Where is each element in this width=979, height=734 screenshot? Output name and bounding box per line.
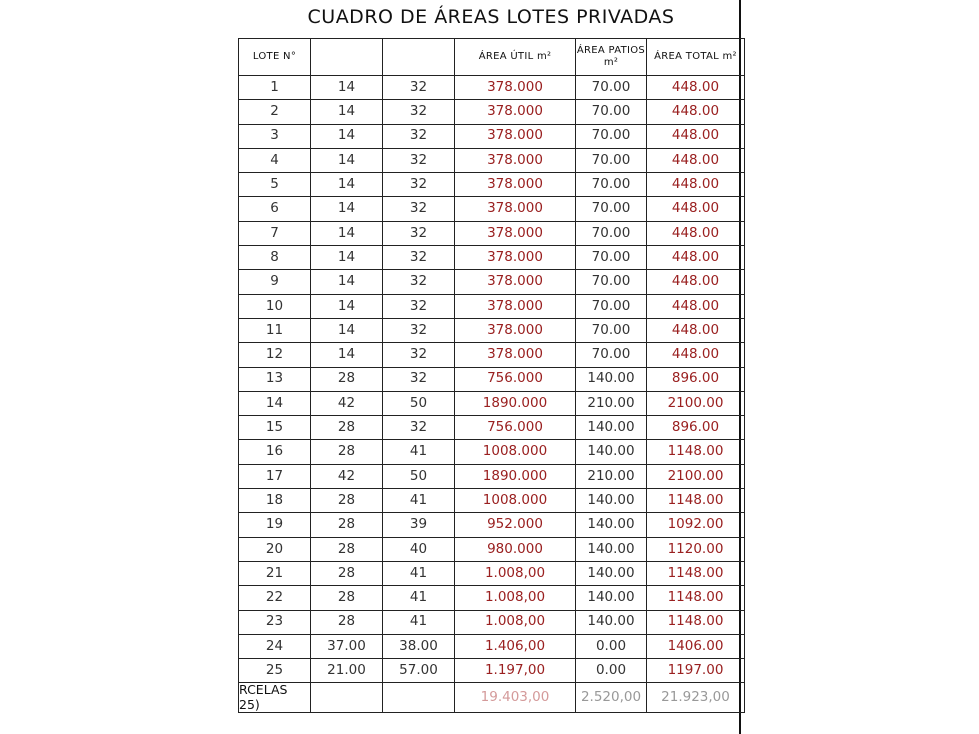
dimension-1-cell: 14 bbox=[311, 173, 383, 197]
lote-number-cell: 5 bbox=[239, 173, 311, 197]
table-row bbox=[239, 391, 745, 415]
dimension-1-cell: 14 bbox=[311, 148, 383, 172]
total-area-util: 19.403,00 bbox=[455, 683, 576, 713]
dimension-1-cell: 28 bbox=[311, 489, 383, 513]
dimension-2-cell: 57.00 bbox=[383, 659, 455, 683]
table-row bbox=[239, 343, 745, 367]
dimension-1-cell: 14 bbox=[311, 270, 383, 294]
dimension-2-cell: 32 bbox=[383, 148, 455, 172]
lote-number-cell: 10 bbox=[239, 294, 311, 318]
table-row bbox=[239, 659, 745, 683]
area-total-cell: 2100.00 bbox=[647, 391, 745, 415]
table-row bbox=[239, 124, 745, 148]
dimension-1-cell: 28 bbox=[311, 367, 383, 391]
dimension-1-cell: 14 bbox=[311, 246, 383, 270]
lote-number-cell: 1 bbox=[239, 76, 311, 100]
dimension-2-cell: 32 bbox=[383, 367, 455, 391]
dimension-2-cell: 50 bbox=[383, 464, 455, 488]
dimension-2-cell: 32 bbox=[383, 294, 455, 318]
area-total-cell: 1092.00 bbox=[647, 513, 745, 537]
dimension-2-cell: 32 bbox=[383, 246, 455, 270]
dimension-2-cell: 32 bbox=[383, 124, 455, 148]
area-patios-cell: 70.00 bbox=[576, 270, 647, 294]
dimension-2-cell: 32 bbox=[383, 318, 455, 342]
lote-number-cell: 16 bbox=[239, 440, 311, 464]
area-util-cell: 378.000 bbox=[455, 173, 576, 197]
lote-number-cell: 12 bbox=[239, 343, 311, 367]
area-patios-cell: 70.00 bbox=[576, 294, 647, 318]
header-dimension-2 bbox=[383, 39, 455, 76]
dimension-2-cell: 32 bbox=[383, 343, 455, 367]
area-total-cell: 448.00 bbox=[647, 173, 745, 197]
lote-number-cell: 4 bbox=[239, 148, 311, 172]
header-area-patios: ÁREA PATIOS m² bbox=[576, 39, 647, 76]
dimension-1-cell: 14 bbox=[311, 124, 383, 148]
header-area-total: ÁREA TOTAL m² bbox=[647, 39, 745, 76]
totals-row bbox=[239, 683, 745, 713]
table-title: CUADRO DE ÁREAS LOTES PRIVADAS bbox=[307, 6, 675, 28]
totals-label-line: RCELAS bbox=[239, 682, 288, 698]
area-patios-cell: 140.00 bbox=[576, 416, 647, 440]
area-util-cell: 1.406,00 bbox=[455, 634, 576, 658]
area-util-cell: 378.000 bbox=[455, 318, 576, 342]
area-util-cell: 378.000 bbox=[455, 124, 576, 148]
dimension-2-cell: 32 bbox=[383, 221, 455, 245]
area-total-cell: 448.00 bbox=[647, 100, 745, 124]
table-row bbox=[239, 440, 745, 464]
area-patios-cell: 140.00 bbox=[576, 561, 647, 585]
area-util-cell: 1890.000 bbox=[455, 391, 576, 415]
lote-number-cell: 11 bbox=[239, 318, 311, 342]
table-row bbox=[239, 586, 745, 610]
dimension-1-cell: 28 bbox=[311, 440, 383, 464]
dimension-1-cell: 28 bbox=[311, 561, 383, 585]
area-patios-cell: 140.00 bbox=[576, 610, 647, 634]
lote-number-cell: 13 bbox=[239, 367, 311, 391]
area-util-cell: 378.000 bbox=[455, 246, 576, 270]
table-row bbox=[239, 246, 745, 270]
area-util-cell: 1890.000 bbox=[455, 464, 576, 488]
table-row bbox=[239, 610, 745, 634]
table-row bbox=[239, 148, 745, 172]
lote-number-cell: 18 bbox=[239, 489, 311, 513]
dimension-1-cell: 14 bbox=[311, 318, 383, 342]
lote-number-cell: 21 bbox=[239, 561, 311, 585]
area-util-cell: 378.000 bbox=[455, 294, 576, 318]
table-row bbox=[239, 76, 745, 100]
area-util-cell: 952.000 bbox=[455, 513, 576, 537]
lote-number-cell: 19 bbox=[239, 513, 311, 537]
dimension-2-cell: 32 bbox=[383, 173, 455, 197]
area-patios-cell: 70.00 bbox=[576, 173, 647, 197]
table-row bbox=[239, 100, 745, 124]
dimension-1-cell: 14 bbox=[311, 343, 383, 367]
lote-number-cell: 6 bbox=[239, 197, 311, 221]
area-total-cell: 448.00 bbox=[647, 124, 745, 148]
area-total-cell: 1197.00 bbox=[647, 659, 745, 683]
area-total-cell: 448.00 bbox=[647, 148, 745, 172]
totals-label-line: 25) bbox=[239, 696, 260, 712]
dimension-1-cell: 28 bbox=[311, 610, 383, 634]
dimension-1-cell: 28 bbox=[311, 416, 383, 440]
area-total-cell: 448.00 bbox=[647, 76, 745, 100]
header-area-util: ÁREA ÚTIL m² bbox=[455, 39, 576, 76]
dimension-1-cell: 42 bbox=[311, 464, 383, 488]
dimension-1-cell: 42 bbox=[311, 391, 383, 415]
area-util-cell: 1008.000 bbox=[455, 440, 576, 464]
area-patios-cell: 210.00 bbox=[576, 464, 647, 488]
area-total-cell: 448.00 bbox=[647, 294, 745, 318]
dimension-1-cell: 28 bbox=[311, 586, 383, 610]
dimension-2-cell: 32 bbox=[383, 76, 455, 100]
dimension-2-cell: 41 bbox=[383, 610, 455, 634]
area-total-cell: 2100.00 bbox=[647, 464, 745, 488]
dimension-2-cell: 38.00 bbox=[383, 634, 455, 658]
area-util-cell: 1.008,00 bbox=[455, 561, 576, 585]
area-util-cell: 756.000 bbox=[455, 416, 576, 440]
area-patios-cell: 140.00 bbox=[576, 513, 647, 537]
dimension-2-cell: 32 bbox=[383, 270, 455, 294]
area-total-cell: 1148.00 bbox=[647, 586, 745, 610]
lote-number-cell: 25 bbox=[239, 659, 311, 683]
dimension-1-cell: 14 bbox=[311, 100, 383, 124]
area-total-cell: 448.00 bbox=[647, 246, 745, 270]
area-total-cell: 1148.00 bbox=[647, 489, 745, 513]
table-row bbox=[239, 294, 745, 318]
area-patios-cell: 70.00 bbox=[576, 197, 647, 221]
area-util-cell: 378.000 bbox=[455, 270, 576, 294]
table-body bbox=[239, 76, 745, 683]
area-patios-cell: 70.00 bbox=[576, 76, 647, 100]
lote-number-cell: 15 bbox=[239, 416, 311, 440]
area-util-cell: 378.000 bbox=[455, 148, 576, 172]
dimension-2-cell: 32 bbox=[383, 197, 455, 221]
lote-number-cell: 14 bbox=[239, 391, 311, 415]
table-row bbox=[239, 197, 745, 221]
area-patios-cell: 70.00 bbox=[576, 343, 647, 367]
table-row bbox=[239, 173, 745, 197]
dimension-2-cell: 40 bbox=[383, 537, 455, 561]
lote-number-cell: 24 bbox=[239, 634, 311, 658]
area-total-cell: 1148.00 bbox=[647, 561, 745, 585]
dimension-1-cell: 14 bbox=[311, 221, 383, 245]
area-total-cell: 1148.00 bbox=[647, 610, 745, 634]
dimension-2-cell: 50 bbox=[383, 391, 455, 415]
lote-number-cell: 9 bbox=[239, 270, 311, 294]
table-row bbox=[239, 489, 745, 513]
area-util-cell: 1.197,00 bbox=[455, 659, 576, 683]
table-row bbox=[239, 367, 745, 391]
dimension-1-cell: 28 bbox=[311, 537, 383, 561]
area-total-cell: 448.00 bbox=[647, 221, 745, 245]
lote-number-cell: 22 bbox=[239, 586, 311, 610]
area-patios-cell: 140.00 bbox=[576, 367, 647, 391]
area-patios-cell: 70.00 bbox=[576, 221, 647, 245]
area-total-cell: 1406.00 bbox=[647, 634, 745, 658]
area-total-cell: 448.00 bbox=[647, 270, 745, 294]
dimension-2-cell: 41 bbox=[383, 440, 455, 464]
lote-number-cell: 7 bbox=[239, 221, 311, 245]
area-patios-cell: 70.00 bbox=[576, 318, 647, 342]
area-total-cell: 448.00 bbox=[647, 197, 745, 221]
dimension-2-cell: 41 bbox=[383, 586, 455, 610]
area-patios-cell: 70.00 bbox=[576, 246, 647, 270]
area-util-cell: 378.000 bbox=[455, 343, 576, 367]
area-util-cell: 756.000 bbox=[455, 367, 576, 391]
areas-table bbox=[238, 38, 745, 713]
area-patios-cell: 140.00 bbox=[576, 489, 647, 513]
area-util-cell: 378.000 bbox=[455, 76, 576, 100]
area-total-cell: 1120.00 bbox=[647, 537, 745, 561]
area-util-cell: 378.000 bbox=[455, 221, 576, 245]
lote-number-cell: 23 bbox=[239, 610, 311, 634]
area-patios-cell: 0.00 bbox=[576, 634, 647, 658]
area-patios-cell: 70.00 bbox=[576, 124, 647, 148]
totals-empty-2 bbox=[383, 683, 455, 713]
lote-number-cell: 17 bbox=[239, 464, 311, 488]
header-dimension-1 bbox=[311, 39, 383, 76]
area-util-cell: 378.000 bbox=[455, 100, 576, 124]
lote-number-cell: 3 bbox=[239, 124, 311, 148]
area-util-cell: 1.008,00 bbox=[455, 586, 576, 610]
area-patios-cell: 140.00 bbox=[576, 586, 647, 610]
lote-number-cell: 8 bbox=[239, 246, 311, 270]
header-row bbox=[239, 39, 745, 76]
lote-number-cell: 20 bbox=[239, 537, 311, 561]
area-util-cell: 1.008,00 bbox=[455, 610, 576, 634]
header-lote: LOTE N° bbox=[239, 39, 311, 76]
dimension-1-cell: 28 bbox=[311, 513, 383, 537]
table-row bbox=[239, 221, 745, 245]
dimension-1-cell: 21.00 bbox=[311, 659, 383, 683]
table-row bbox=[239, 318, 745, 342]
table-row bbox=[239, 537, 745, 561]
table-row bbox=[239, 513, 745, 537]
lote-number-cell: 2 bbox=[239, 100, 311, 124]
dimension-2-cell: 32 bbox=[383, 416, 455, 440]
area-patios-cell: 0.00 bbox=[576, 659, 647, 683]
area-patios-cell: 210.00 bbox=[576, 391, 647, 415]
table-row bbox=[239, 416, 745, 440]
total-area-patios: 2.520,00 bbox=[576, 683, 647, 713]
area-patios-cell: 70.00 bbox=[576, 100, 647, 124]
dimension-1-cell: 14 bbox=[311, 197, 383, 221]
table-row bbox=[239, 561, 745, 585]
area-patios-cell: 70.00 bbox=[576, 148, 647, 172]
area-patios-cell: 140.00 bbox=[576, 537, 647, 561]
area-util-cell: 1008.000 bbox=[455, 489, 576, 513]
area-total-cell: 448.00 bbox=[647, 343, 745, 367]
area-total-cell: 896.00 bbox=[647, 367, 745, 391]
dimension-1-cell: 14 bbox=[311, 294, 383, 318]
area-util-cell: 378.000 bbox=[455, 197, 576, 221]
dimension-2-cell: 32 bbox=[383, 100, 455, 124]
dimension-1-cell: 37.00 bbox=[311, 634, 383, 658]
dimension-1-cell: 14 bbox=[311, 76, 383, 100]
area-patios-cell: 140.00 bbox=[576, 440, 647, 464]
table-row bbox=[239, 464, 745, 488]
totals-empty-1 bbox=[311, 683, 383, 713]
table-row bbox=[239, 270, 745, 294]
total-area-total: 21.923,00 bbox=[647, 683, 745, 713]
dimension-2-cell: 41 bbox=[383, 561, 455, 585]
dimension-2-cell: 39 bbox=[383, 513, 455, 537]
area-util-cell: 980.000 bbox=[455, 537, 576, 561]
area-total-cell: 896.00 bbox=[647, 416, 745, 440]
area-total-cell: 448.00 bbox=[647, 318, 745, 342]
table-row bbox=[239, 634, 745, 658]
totals-label bbox=[239, 683, 311, 713]
dimension-2-cell: 41 bbox=[383, 489, 455, 513]
area-total-cell: 1148.00 bbox=[647, 440, 745, 464]
